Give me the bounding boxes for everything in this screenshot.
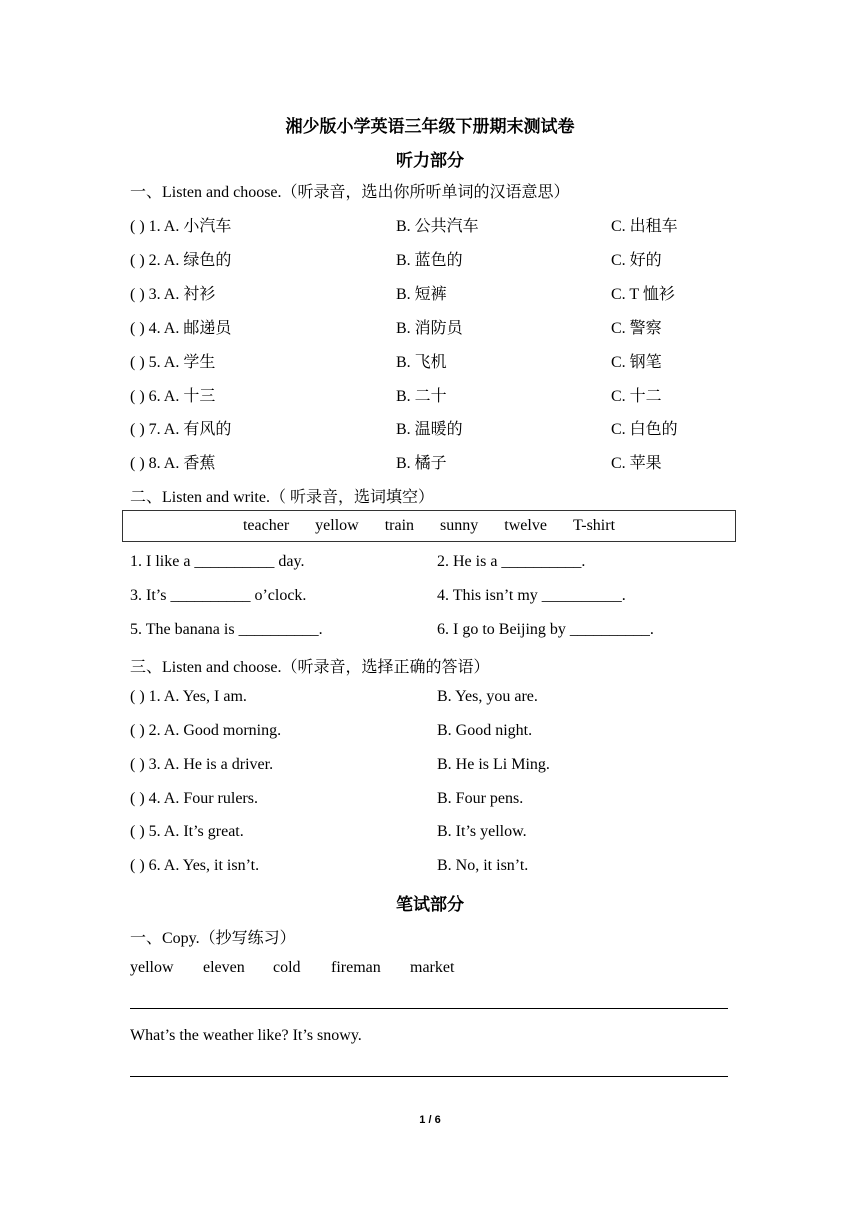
- copy-word: fireman: [331, 959, 381, 976]
- section1-question: ( ) 2. A. 绿色的: [130, 252, 232, 269]
- section1-option-b: B. 消防员: [396, 320, 463, 337]
- section1-question: ( ) 1. A. 小汽车: [130, 218, 232, 235]
- fill-sentence: 4. This isn’t my __________.: [437, 587, 626, 604]
- section1-option-c: C. 十二: [611, 388, 662, 405]
- copy-sentence: What’s the weather like? It’s snowy.: [130, 1027, 362, 1044]
- word-bank-word: teacher: [242, 517, 290, 534]
- copy-writing-line: [130, 1076, 728, 1077]
- section3-option-a: ( ) 4. A. Four rulers.: [130, 790, 258, 807]
- section3-option-b: B. Good night.: [437, 722, 533, 739]
- section1-option-b: B. 二十: [396, 388, 447, 405]
- section3-option-a: ( ) 1. A. Yes, I am.: [130, 688, 247, 705]
- fill-sentence: 6. I go to Beijing by __________.: [437, 621, 654, 638]
- section1-question: ( ) 6. A. 十三: [130, 388, 216, 405]
- section1-question: ( ) 3. A. 衬衫: [130, 286, 216, 303]
- section3-option-b: B. It’s yellow.: [437, 823, 527, 840]
- section1-option-c: C. T 恤衫: [611, 286, 675, 303]
- copy-word: market: [410, 959, 455, 976]
- section1-question: ( ) 4. A. 邮递员: [130, 320, 232, 337]
- section1-option-b: B. 飞机: [396, 354, 447, 371]
- section1-option-b: B. 短裤: [396, 286, 447, 303]
- section3-option-a: ( ) 3. A. He is a driver.: [130, 756, 274, 773]
- word-bank-box: [122, 510, 736, 542]
- section3-option-a: ( ) 5. A. It’s great.: [130, 823, 244, 840]
- section3-option-a: ( ) 6. A. Yes, it isn’t.: [130, 857, 260, 874]
- section1-question: ( ) 8. A. 香蕉: [130, 455, 216, 472]
- section1-option-c: C. 钢笔: [611, 354, 662, 371]
- fill-sentence: 2. He is a __________.: [437, 553, 586, 570]
- fill-sentence: 3. It’s __________ o’clock.: [130, 587, 307, 604]
- section1-option-b: B. 公共汽车: [396, 218, 479, 235]
- page-title: 湘少版小学英语三年级下册期末测试卷: [285, 117, 575, 136]
- word-bank-word: sunny: [440, 517, 479, 534]
- word-bank-word: twelve: [504, 517, 547, 534]
- fill-sentence: 1. I like a __________ day.: [130, 553, 305, 570]
- word-bank-word: yellow: [315, 517, 359, 534]
- section1-option-c: C. 出租车: [611, 218, 678, 235]
- page-number: 1 / 6: [419, 1114, 441, 1126]
- section1-option-c: C. 白色的: [611, 421, 678, 438]
- section3-option-b: B. Yes, you are.: [437, 688, 538, 705]
- written-section-header: 笔试部分: [396, 895, 464, 914]
- section1-option-b: B. 温暖的: [396, 421, 463, 438]
- section1-question: ( ) 5. A. 学生: [130, 354, 216, 371]
- section3-option-b: B. Four pens.: [437, 790, 524, 807]
- word-bank-word: train: [384, 517, 415, 534]
- listening-section-header: 听力部分: [396, 151, 464, 170]
- section1-option-c: C. 苹果: [611, 455, 662, 472]
- copy-heading: 一、Copy.（抄写练习）: [130, 930, 296, 947]
- section2-heading: 二、Listen and write.（ 听录音，选词填空）: [130, 489, 434, 506]
- copy-word: eleven: [203, 959, 245, 976]
- section1-option-c: C. 警察: [611, 320, 662, 337]
- fill-sentence: 5. The banana is __________.: [130, 621, 323, 638]
- section1-option-b: B. 蓝色的: [396, 252, 463, 269]
- copy-writing-line: [130, 1008, 728, 1009]
- section1-option-c: C. 好的: [611, 252, 662, 269]
- section1-question: ( ) 7. A. 有风的: [130, 421, 232, 438]
- section3-option-b: B. He is Li Ming.: [437, 756, 550, 773]
- section3-heading: 三、Listen and choose.（听录音，选择正确的答语）: [130, 659, 490, 676]
- section3-option-a: ( ) 2. A. Good morning.: [130, 722, 282, 739]
- section1-option-b: B. 橘子: [396, 455, 447, 472]
- copy-word: yellow: [130, 959, 174, 976]
- section1-heading: 一、Listen and choose.（听录音，选出你所听单词的汉语意思）: [130, 184, 570, 201]
- copy-word: cold: [273, 959, 301, 976]
- section3-option-b: B. No, it isn’t.: [437, 857, 529, 874]
- word-bank-word: T-shirt: [572, 517, 616, 534]
